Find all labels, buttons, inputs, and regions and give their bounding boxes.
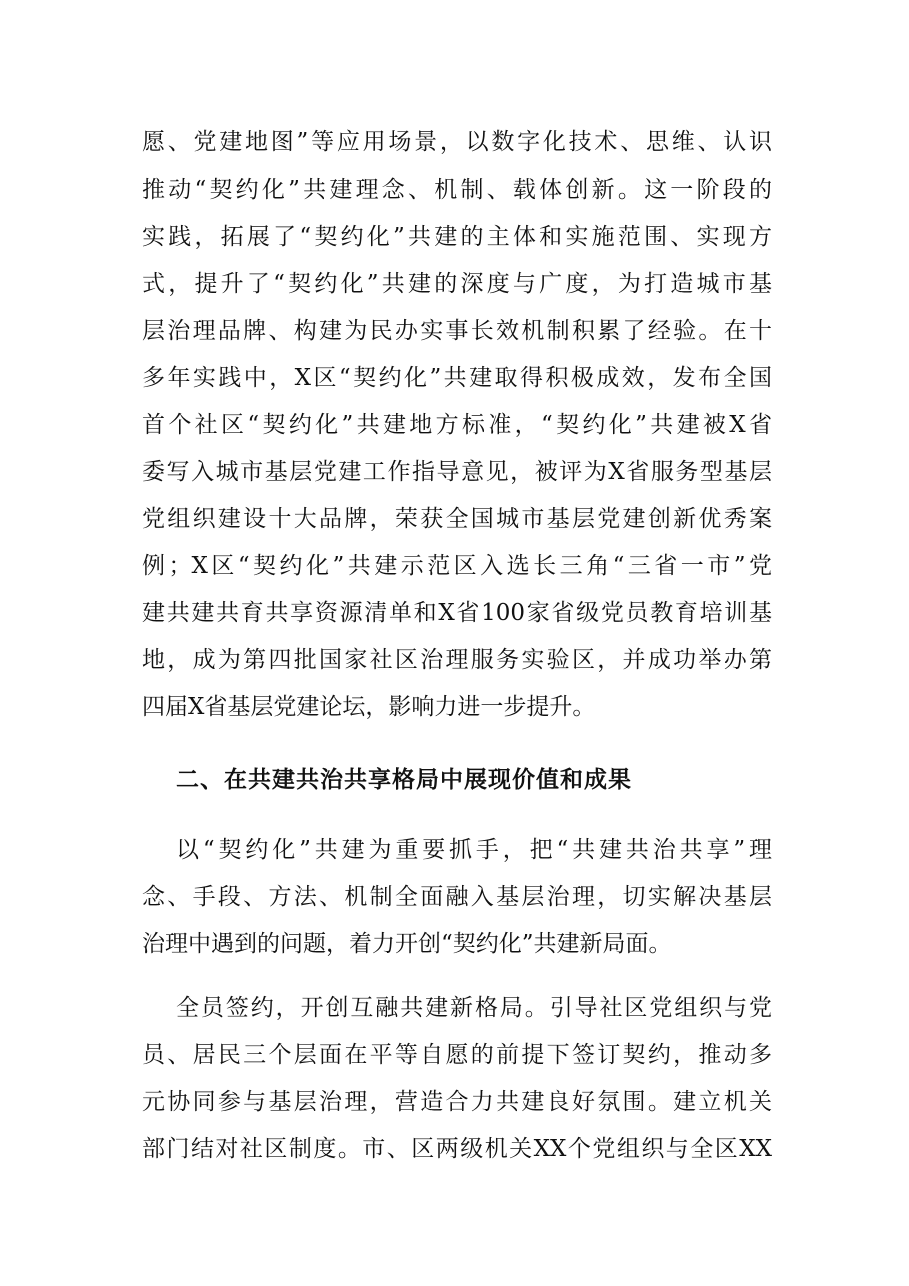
text-line: 实践，拓展了“契约化”共建的主体和实施范围、实现方 bbox=[142, 224, 772, 250]
text-line: 员、居民三个层面在平等自愿的前提下签订契约，推动多 bbox=[142, 1042, 772, 1068]
text-line: 念、手段、方法、机制全面融入基层治理，切实解决基层 bbox=[142, 884, 772, 910]
text-line: 部门结对社区制度。市、区两级机关XX个党组织与全区XX bbox=[142, 1136, 772, 1162]
text-line: 地，成为第四批国家社区治理服务实验区，并成功举办第 bbox=[142, 647, 772, 673]
text-line: 四届X省基层党建论坛，影响力进一步提升。 bbox=[142, 694, 596, 720]
text-line: 治理中遇到的问题，着力开创“契约化”共建新局面。 bbox=[142, 931, 672, 957]
text-line: 多年实践中，X区“契约化”共建取得积极成效，发布全国 bbox=[142, 365, 772, 391]
text-line: 例；X区“契约化”共建示范区入选长三角“三省一市”党 bbox=[142, 553, 772, 579]
text-line: 以“契约化”共建为重要抓手，把“共建共治共享”理 bbox=[176, 837, 772, 863]
text-line: 愿、党建地图”等应用场景，以数字化技术、思维、认识 bbox=[142, 129, 772, 155]
text-line: 建共建共育共享资源清单和X省100家省级党员教育培训基 bbox=[142, 600, 772, 626]
section-heading: 二、在共建共治共享格局中展现价值和成果 bbox=[176, 767, 632, 793]
text-line: 委写入城市基层党建工作指导意见，被评为X省服务型基层 bbox=[142, 459, 772, 485]
text-line: 全员签约，开创互融共建新格局。引导社区党组织与党 bbox=[176, 995, 772, 1021]
text-line: 推动“契约化”共建理念、机制、载体创新。这一阶段的 bbox=[142, 177, 772, 203]
text-line: 元协同参与基层治理，营造合力共建良好氛围。建立机关 bbox=[142, 1089, 772, 1115]
text-line: 式，提升了“契约化”共建的深度与广度，为打造城市基 bbox=[142, 271, 772, 297]
text-line: 首个社区“契约化”共建地方标准，“契约化”共建被X省 bbox=[142, 412, 772, 438]
text-line: 党组织建设十大品牌，荣获全国城市基层党建创新优秀案 bbox=[142, 506, 772, 532]
text-line: 层治理品牌、构建为民办实事长效机制积累了经验。在十 bbox=[142, 318, 772, 344]
